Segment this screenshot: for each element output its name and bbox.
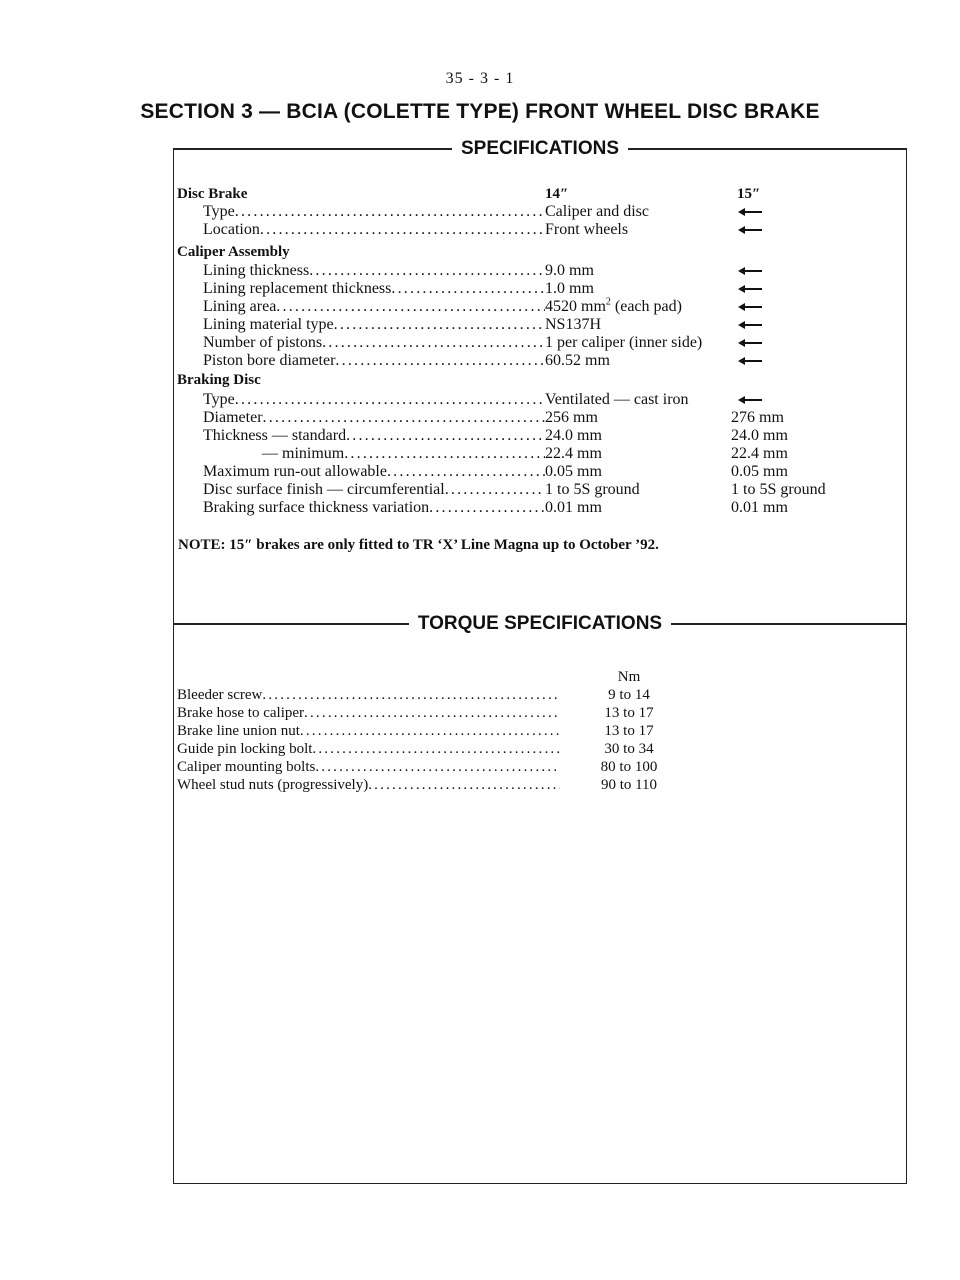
leader-dots xyxy=(263,409,545,427)
torque-value: 30 to 34 xyxy=(604,741,654,757)
spec-label-text: Disc surface finish — circumferential xyxy=(203,481,445,498)
spec-value-14: 22.4 mm xyxy=(545,445,602,462)
torque-header xyxy=(173,612,907,634)
torque-value: 9 to 14 xyxy=(608,687,650,703)
leader-dots xyxy=(235,203,545,221)
specifications-header xyxy=(173,137,907,159)
column-14-header: 14″ xyxy=(545,186,569,202)
leader-dots xyxy=(391,280,545,298)
spec-row-label xyxy=(203,203,545,221)
leader-dots xyxy=(260,221,545,239)
leader-dots xyxy=(300,723,560,740)
spec-label-text: Thickness — standard xyxy=(203,427,347,444)
spec-row-label xyxy=(203,280,545,298)
spec-value-15: 24.0 mm xyxy=(731,427,788,444)
spec-value-14: 0.05 mm xyxy=(545,463,602,480)
spec-label-text: Maximum run-out allowable xyxy=(203,463,387,480)
spec-row-label xyxy=(203,409,545,427)
leader-dots xyxy=(334,316,545,334)
same-as-14-arrow-icon xyxy=(740,360,762,362)
same-as-14-arrow-icon xyxy=(740,288,762,290)
torque-value: 80 to 100 xyxy=(600,759,658,775)
torque-label-text: Brake line union nut xyxy=(177,723,300,739)
note-text: NOTE: 15″ brakes are only fitted to TR ‘X’ Line Magna up to October ’92. xyxy=(178,537,659,553)
leader-dots xyxy=(309,262,545,280)
spec-row-label xyxy=(203,391,545,409)
same-as-14-arrow-icon xyxy=(740,229,762,231)
leader-dots xyxy=(344,445,545,463)
torque-row-label xyxy=(177,741,560,758)
torque-unit: Nm xyxy=(617,669,641,685)
leader-dots xyxy=(429,499,545,517)
page-number: 35 - 3 - 1 xyxy=(445,70,515,87)
torque-row-label xyxy=(177,759,560,776)
spec-row-label xyxy=(203,481,545,499)
spec-value-14: 4520 $mm^2$ (each pad) xyxy=(545,296,682,315)
leader-dots xyxy=(312,741,560,758)
torque-row-label xyxy=(177,687,560,704)
braking-disc-title: Braking Disc xyxy=(177,372,261,388)
leader-dots xyxy=(235,391,545,409)
same-as-14-arrow-icon xyxy=(740,270,762,272)
leader-dots xyxy=(315,759,560,776)
spec-value-14: Caliper and disc xyxy=(545,203,649,220)
spec-label-text: Diameter xyxy=(203,409,263,426)
spec-value-15: 1 to 5S ground xyxy=(731,481,826,498)
section-title: SECTION 3 — BCIA (COLETTE TYPE) FRONT WHEEL DISC BRAKE xyxy=(140,100,820,123)
torque-label-text: Wheel stud nuts (progressively) xyxy=(177,777,369,793)
specifications-box xyxy=(173,137,907,623)
leader-dots xyxy=(276,298,545,316)
spec-label-text: Lining replacement thickness xyxy=(203,280,392,297)
spec-value-14: 1 to 5S ground xyxy=(545,481,640,498)
spec-value-15: 276 mm xyxy=(731,409,784,426)
spec-label-text: Lining area xyxy=(203,298,277,315)
same-as-14-arrow-icon xyxy=(740,306,762,308)
spec-label-text: Braking surface thickness variation xyxy=(203,499,430,516)
caliper-assembly-title: Caliper Assembly xyxy=(177,244,290,260)
leader-dots xyxy=(304,705,560,722)
torque-value: 13 to 17 xyxy=(604,723,654,739)
spec-label-text: Number of pistons xyxy=(203,334,323,351)
leader-dots xyxy=(387,463,545,481)
spec-value-15: 0.05 mm xyxy=(731,463,788,480)
spec-row-label xyxy=(203,352,545,370)
same-as-14-arrow-icon xyxy=(740,342,762,344)
spec-label-text: Location xyxy=(203,220,260,238)
same-as-14-arrow-icon xyxy=(740,211,762,213)
spec-row-label xyxy=(203,221,545,239)
leader-dots xyxy=(445,481,545,499)
spec-row-label xyxy=(203,298,545,316)
spec-row-label xyxy=(203,262,545,280)
spec-value-15: 0.01 mm xyxy=(731,499,788,516)
spec-value-14: 24.0 mm xyxy=(545,427,602,444)
spec-value-14: 1.0 mm xyxy=(545,280,594,297)
leader-dots xyxy=(322,334,545,352)
torque-label-text: Caliper mounting bolts xyxy=(177,759,316,775)
torque-row-label xyxy=(177,777,560,794)
torque-row-label xyxy=(177,723,560,740)
spec-label-text: Lining material type xyxy=(203,316,334,333)
torque-value: 13 to 17 xyxy=(604,705,654,721)
same-as-14-arrow-icon xyxy=(740,399,762,401)
torque-row-label xyxy=(177,705,560,722)
spec-row-label xyxy=(203,463,545,481)
spec-label-text: — minimum xyxy=(262,445,345,462)
same-as-14-arrow-icon xyxy=(740,324,762,326)
spec-label-text: Type xyxy=(203,391,235,408)
spec-row-label xyxy=(203,316,545,334)
spec-label-text: Type xyxy=(203,203,235,220)
torque-heading: TORQUE SPECIFICATIONS xyxy=(409,614,671,634)
torque-label-text: Brake hose to caliper xyxy=(177,705,305,721)
column-15-header: 15″ xyxy=(737,186,761,202)
leader-dots xyxy=(335,352,545,370)
spec-row-label xyxy=(262,445,545,463)
spec-row-label xyxy=(203,334,545,352)
spec-row-label xyxy=(203,499,545,517)
specifications-heading: SPECIFICATIONS xyxy=(452,139,628,159)
spec-value-14: 1 per caliper (inner side) xyxy=(545,334,703,351)
spec-label-text: Lining thickness xyxy=(203,262,310,279)
leader-dots xyxy=(346,427,545,445)
torque-value: 90 to 110 xyxy=(600,777,658,793)
spec-value-14: NS137H xyxy=(545,316,602,333)
disc-brake-title: Disc Brake xyxy=(177,186,248,202)
spec-value-14: 9.0 mm xyxy=(545,262,594,279)
spec-value-14: Ventilated — cast iron xyxy=(545,391,689,408)
spec-row-label xyxy=(203,427,545,445)
spec-value-14: 60.52 mm xyxy=(545,352,610,369)
torque-box xyxy=(173,612,907,1184)
spec-value-14: Front wheels xyxy=(545,220,629,238)
spec-value-14: 0.01 mm xyxy=(545,499,602,516)
spec-value-15: 22.4 mm xyxy=(731,445,788,462)
torque-label-text: Guide pin locking bolt xyxy=(177,741,313,757)
spec-label-text: Piston bore diameter xyxy=(203,352,336,369)
leader-dots xyxy=(262,687,560,704)
torque-label-text: Bleeder screw xyxy=(177,687,263,703)
leader-dots xyxy=(368,777,560,794)
spec-value-14: 256 mm xyxy=(545,409,598,426)
